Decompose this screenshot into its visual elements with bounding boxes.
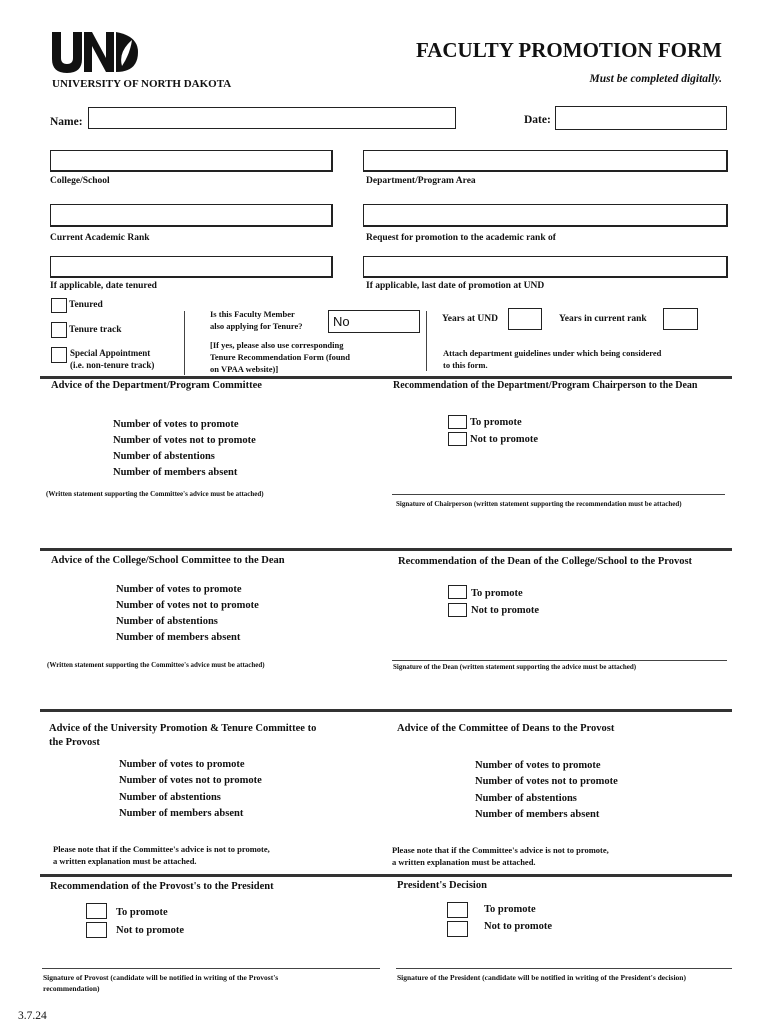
provost-not-promote-checkbox[interactable] xyxy=(86,922,107,938)
dept-chair-title: Recommendation of the Department/Program Chairperson to the Dean xyxy=(393,380,698,391)
upt-absent: Number of members absent xyxy=(119,808,244,819)
upt-abstentions: Number of abstentions xyxy=(119,792,221,803)
dept-not-promote-checkbox[interactable] xyxy=(448,432,467,446)
attach-guidelines-1: Attach department guidelines under which being considered xyxy=(443,348,662,358)
tenure-select[interactable] xyxy=(328,310,420,333)
und-logo xyxy=(50,30,140,74)
upt-note-2: a written explanation must be attached. xyxy=(53,856,197,866)
deans-absent: Number of members absent xyxy=(475,809,600,820)
provost-signature-label-1: Signature of Provost (candidate will be notified in writing of the Provost's xyxy=(43,973,279,982)
deans-abstentions: Number of abstentions xyxy=(475,793,577,804)
dept-votes-not: Number of votes not to promote xyxy=(113,435,256,446)
divider-college xyxy=(40,548,732,551)
attach-guidelines-2: to this form. xyxy=(443,360,488,370)
status-divider xyxy=(184,311,185,375)
tenure-note-2: Tenure Recommendation Form (found xyxy=(210,352,351,362)
special-appointment-label: Special Appointment xyxy=(70,348,151,358)
current-rank-input[interactable] xyxy=(50,204,333,227)
president-not-promote-label: Not to promote xyxy=(484,921,553,932)
deans-votes-not: Number of votes not to promote xyxy=(475,776,618,787)
upt-note-1: Please note that if the Committee's advice is not to promote, xyxy=(53,844,270,854)
upt-votes-not: Number of votes not to promote xyxy=(119,775,262,786)
date-tenured-input[interactable] xyxy=(50,256,333,278)
provost-title: Recommendation of the Provost's to the President xyxy=(50,881,274,892)
date-label: Date: xyxy=(524,114,551,126)
years-rank-input[interactable] xyxy=(663,308,698,330)
requested-rank-input[interactable] xyxy=(363,204,728,227)
divider-final xyxy=(40,874,732,877)
tenured-label: Tenured xyxy=(69,300,103,310)
dept-signature-label: Signature of Chairperson (written statement supporting the recommendation must be attached) xyxy=(396,500,682,508)
college-absent: Number of members absent xyxy=(116,632,241,643)
dept-abstentions: Number of abstentions xyxy=(113,451,215,462)
years-und-input[interactable] xyxy=(508,308,542,330)
divider-dept xyxy=(40,376,732,379)
dept-not-promote-label: Not to promote xyxy=(470,434,539,445)
provost-not-promote-label: Not to promote xyxy=(116,925,185,936)
college-not-promote-label: Not to promote xyxy=(471,605,540,616)
college-not-promote-checkbox[interactable] xyxy=(448,603,467,617)
date-input[interactable] xyxy=(555,106,727,130)
tenure-track-label: Tenure track xyxy=(69,325,122,335)
deans-committee-title: Advice of the Committee of Deans to the Provost xyxy=(397,723,615,734)
requested-rank-label: Request for promotion to the academic rank of xyxy=(366,233,556,243)
college-votes-promote: Number of votes to promote xyxy=(116,584,242,595)
dept-committee-title: Advice of the Department/Program Committee xyxy=(51,380,262,391)
deans-note-1: Please note that if the Committee's advice is not to promote, xyxy=(392,845,609,855)
president-signature-line[interactable] xyxy=(396,968,732,969)
current-rank-label: Current Academic Rank xyxy=(50,233,150,243)
tenure-divider xyxy=(426,311,427,371)
department-input[interactable] xyxy=(363,150,728,172)
college-label: College/School xyxy=(50,176,110,186)
tenure-question-2: also applying for Tenure? xyxy=(210,321,303,331)
provost-signature-label-2: recommendation) xyxy=(43,984,100,993)
dept-signature-line[interactable] xyxy=(392,494,725,495)
name-input[interactable] xyxy=(88,107,456,129)
dept-absent: Number of members absent xyxy=(113,467,238,478)
college-votes-not: Number of votes not to promote xyxy=(116,600,259,611)
provost-to-promote-checkbox[interactable] xyxy=(86,903,107,919)
upt-votes-promote: Number of votes to promote xyxy=(119,759,245,770)
und-logo-icon xyxy=(50,30,140,74)
form-subtitle: Must be completed digitally. xyxy=(589,73,722,85)
tenure-note-3: on VPAA website)] xyxy=(210,364,279,374)
president-not-promote-checkbox[interactable] xyxy=(447,921,468,937)
president-signature-label: Signature of the President (candidate will be notified in writing of the President's decision) xyxy=(397,973,686,982)
name-label: Name: xyxy=(50,116,83,128)
last-promotion-label: If applicable, last date of promotion at UND xyxy=(366,281,545,291)
provost-to-promote-label: To promote xyxy=(116,907,168,918)
university-name: UNIVERSITY OF NORTH DAKOTA xyxy=(52,78,232,90)
upt-committee-title-1: Advice of the University Promotion & Tenure Committee to xyxy=(49,723,317,734)
upt-committee-title-2: the Provost xyxy=(49,737,100,748)
deans-note-2: a written explanation must be attached. xyxy=(392,857,536,867)
form-version: 3.7.24 xyxy=(18,1010,47,1022)
form-title: FACULTY PROMOTION FORM xyxy=(415,38,722,62)
college-signature-line[interactable] xyxy=(392,660,727,661)
dept-votes-promote: Number of votes to promote xyxy=(113,419,239,430)
college-committee-title: Advice of the College/School Committee to the Dean xyxy=(51,555,285,566)
college-written-note: (Written statement supporting the Committee's advice must be attached) xyxy=(47,661,265,669)
provost-signature-line[interactable] xyxy=(42,968,380,969)
college-dean-title: Recommendation of the Dean of the College/School to the Provost xyxy=(398,556,693,567)
dept-to-promote-checkbox[interactable] xyxy=(448,415,467,429)
tenured-checkbox[interactable] xyxy=(51,298,67,313)
president-to-promote-checkbox[interactable] xyxy=(447,902,468,918)
department-label: Department/Program Area xyxy=(366,176,476,186)
tenure-question-1: Is this Faculty Member xyxy=(210,309,295,319)
tenure-select-value: No xyxy=(333,314,350,329)
college-to-promote-checkbox[interactable] xyxy=(448,585,467,599)
years-rank-label: Years in current rank xyxy=(559,314,647,324)
president-to-promote-label: To promote xyxy=(484,904,536,915)
special-appointment-sub: (i.e. non-tenure track) xyxy=(70,360,155,370)
president-title: President's Decision xyxy=(397,880,487,891)
deans-votes-promote: Number of votes to promote xyxy=(475,760,601,771)
tenure-note-1: [If yes, please also use corresponding xyxy=(210,340,344,350)
years-und-label: Years at UND xyxy=(442,314,498,324)
college-input[interactable] xyxy=(50,150,333,172)
college-signature-label: Signature of the Dean (written statement supporting the advice must be attached) xyxy=(393,663,637,671)
divider-university xyxy=(40,709,732,712)
college-to-promote-label: To promote xyxy=(471,588,523,599)
special-appointment-checkbox[interactable] xyxy=(51,347,67,363)
last-promotion-input[interactable] xyxy=(363,256,728,278)
college-abstentions: Number of abstentions xyxy=(116,616,218,627)
dept-to-promote-label: To promote xyxy=(470,417,522,428)
tenure-track-checkbox[interactable] xyxy=(51,322,67,338)
dept-written-note: (Written statement supporting the Committee's advice must be attached) xyxy=(46,490,264,498)
date-tenured-label: If applicable, date tenured xyxy=(50,281,157,291)
